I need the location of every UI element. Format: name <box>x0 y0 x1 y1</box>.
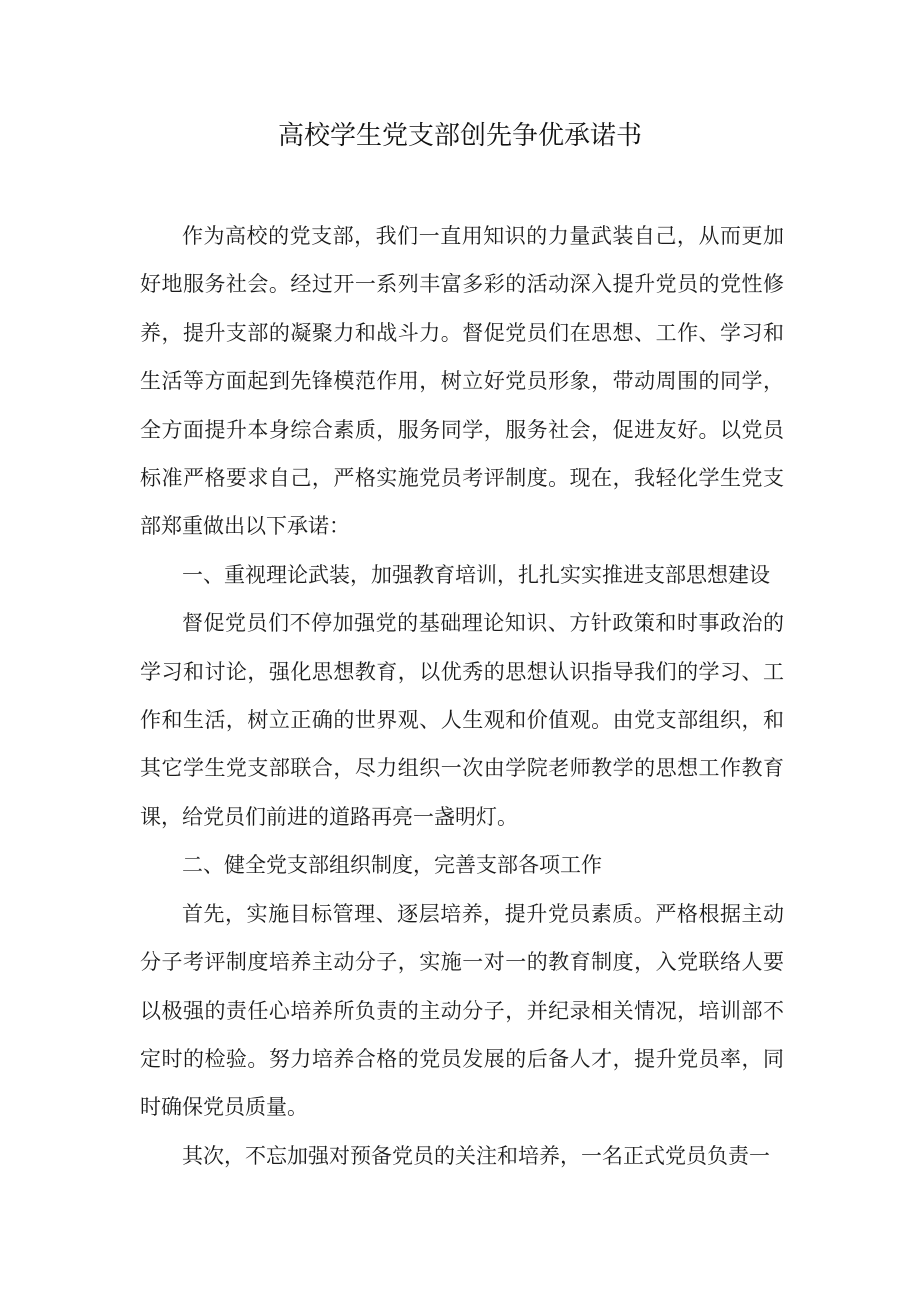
section-heading-1: 一、重视理论武装，加强教育培训，扎扎实实推进支部思想建设 <box>182 562 770 587</box>
document-body <box>140 212 784 1180</box>
paragraph-intro: 作为高校的党支部，我们一直用知识的力量武装自己，从而更加好地服务社会。经过开一系列丰富多彩的活动深入提升党员的党性修养，提升支部的凝聚力和战斗力。督促党员们在思想、工作、学习和生活等方面起到先锋模范作用，树立好党员形象，带动周围的同学，全方面提升本身综合素质，服务同学，服务社会，促进友好。以党员标准严格要求自己，严格实施党员考评制度。现在，我轻化学生党支部郑重做出以下承诺： <box>140 224 784 539</box>
paragraph-section-2-second: 其次，不忘加强对预备党员的关注和培养，一名正式党员负责一 <box>182 1143 770 1168</box>
section-heading-2: 二、健全党支部组织制度，完善支部各项工作 <box>182 853 602 878</box>
paragraph-section-1: 督促党员们不停加强党的基础理论知识、方针政策和时事政治的学习和讨论，强化思想教育，以优秀的思想认识指导我们的学习、工作和生活，树立正确的世界观、人生观和价值观。由党支部组织，和其它学生党支部联合，尽力组织一次由学院老师教学的思想工作教育课，给党员们前进的道路再亮一盏明灯。 <box>140 611 784 829</box>
document-title: 高校学生党支部创先争优承诺书 <box>277 121 642 151</box>
paragraph-section-2-first: 首先，实施目标管理、逐层培养，提升党员素质。严格根据主动分子考评制度培养主动分子，实施一对一的教育制度，入党联络人要以极强的责任心培养所负责的主动分子，并纪录相关情况，培训部不定时的检验。努力培养合格的党员发展的后备人才，提升党员率，同时确保党员质量。 <box>140 901 784 1120</box>
